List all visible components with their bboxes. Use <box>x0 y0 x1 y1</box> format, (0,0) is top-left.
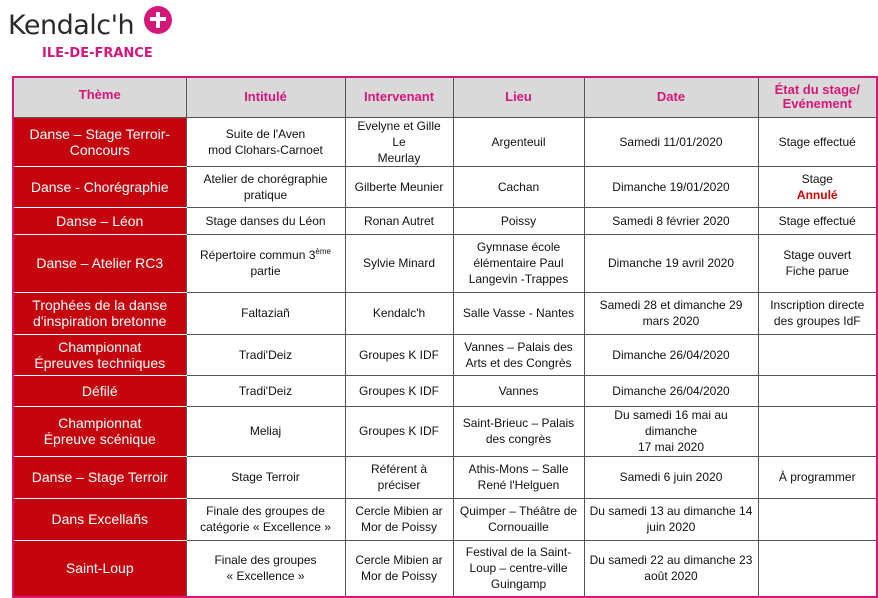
cell-line: Épreuve scénique <box>43 431 156 447</box>
cell-line: René l'Helguen <box>477 478 560 492</box>
cell-line: Salle Vasse - Nantes <box>462 306 575 320</box>
cell-lieu <box>453 292 584 334</box>
cell-etat <box>758 540 877 597</box>
cell-line: Saint-Loup <box>65 560 134 577</box>
cell-line: Concours <box>69 141 130 158</box>
cell-line: Danse – Atelier RC3 <box>36 255 164 271</box>
cell-line: juin 2020 <box>646 520 696 534</box>
cell-line: Faltaziañ <box>241 306 290 320</box>
cell-intitule <box>186 406 345 456</box>
cell-line: Danse – Stage Terroir <box>31 469 168 485</box>
cell-line: Inscription directe <box>770 298 865 312</box>
events-table <box>12 76 878 598</box>
header-intitule: Intitulé <box>186 77 345 117</box>
cell-date <box>584 207 758 234</box>
cell-line: Samedi 11/01/2020 <box>619 134 723 149</box>
cell-intitule <box>186 540 345 597</box>
cell-line: d'inspiration bretonne <box>33 313 167 329</box>
header-date: Date <box>584 77 758 117</box>
cell-lieu <box>453 406 584 456</box>
cell-etat <box>758 498 877 540</box>
cell-theme <box>13 406 186 456</box>
cell-intervenant <box>345 292 453 334</box>
cell-line: Cachan <box>497 179 540 194</box>
cell-line: mod Clohars-Carnoet <box>208 142 323 157</box>
cell-line: Quimper – Théâtre de <box>459 504 578 518</box>
cell-line: catégorie « Excellence » <box>200 520 331 534</box>
cell-date <box>584 456 758 498</box>
cell-lieu <box>453 207 584 234</box>
cell-line: Dimanche 19/01/2020 <box>612 179 730 194</box>
cell-line: Suite de l'Aven <box>225 126 306 141</box>
cell-line: Sylvie Minard <box>362 256 436 270</box>
cell-theme <box>13 540 186 597</box>
cell-intitule <box>186 456 345 498</box>
logo <box>8 4 178 64</box>
cell-date <box>584 292 758 334</box>
cell-line: août 2020 <box>644 569 698 584</box>
cell-line: Mor de Poissy <box>360 520 438 534</box>
cell-line: Vannes <box>498 383 539 398</box>
cell-date <box>584 234 758 292</box>
cell-line: Référent à <box>370 462 428 476</box>
cell-line: Championnat <box>58 415 142 431</box>
table-row <box>13 207 877 234</box>
cell-line: Groupes K IDF <box>358 383 440 398</box>
cell-lieu <box>453 456 584 498</box>
cell-line: Cercle Mibien ar <box>355 504 443 518</box>
cell-line: Tradi'Deiz <box>238 347 293 362</box>
cell-line: Tradi'Deiz <box>238 383 293 398</box>
cell-line: partie <box>250 264 281 278</box>
cell-line: des congrès <box>485 432 552 446</box>
cell-line: Stage effectué <box>778 213 856 228</box>
cell-line: Saint-Brieuc – Palais <box>462 416 575 430</box>
cell-line: Défilé <box>81 382 118 399</box>
header-etat-line1: État du stage/ <box>774 82 860 98</box>
cell-theme <box>13 207 186 234</box>
table-row <box>13 166 877 207</box>
cell-theme <box>13 498 186 540</box>
cell-date <box>584 166 758 207</box>
cell-etat <box>758 375 877 406</box>
header-theme: Thème <box>13 77 186 117</box>
cell-line: Festival de la Saint- <box>465 545 572 560</box>
cell-date <box>584 334 758 375</box>
cell-etat <box>758 234 877 292</box>
table-row <box>13 117 877 166</box>
table-row <box>13 234 877 292</box>
cell-date <box>584 375 758 406</box>
cell-theme <box>13 334 186 375</box>
cell-theme <box>13 292 186 334</box>
cell-line: Langevin -Trappes <box>468 272 569 286</box>
cell-line: Athis-Mons – Salle <box>468 462 569 476</box>
cell-line: Du samedi 16 mai au dimanche <box>614 408 728 438</box>
cell-line: Samedi 6 juin 2020 <box>619 470 723 484</box>
table-row <box>13 406 877 456</box>
cell-line: Meurlay <box>377 150 421 165</box>
cell-intervenant <box>345 334 453 375</box>
header-etat-line2: Evénement <box>782 96 852 112</box>
cell-line: Dans Excellañs <box>51 511 148 527</box>
cell-intitule <box>186 234 345 292</box>
cell-theme <box>13 456 186 498</box>
logo-wordmark: Kendalc'h <box>8 10 135 41</box>
cell-intitule <box>186 498 345 540</box>
cell-line: Stage Terroir <box>231 470 300 484</box>
cell-line: Dimanche 19 avril 2020 <box>607 256 735 270</box>
cell-line: À programmer <box>778 470 856 484</box>
table-row <box>13 375 877 406</box>
cell-intervenant <box>345 234 453 292</box>
cell-line: préciser <box>377 478 421 492</box>
cell-line: Samedi 28 et dimanche 29 <box>599 298 743 312</box>
cell-etat <box>758 456 877 498</box>
cell-theme <box>13 375 186 406</box>
cell-line: Arts et des Congrès <box>465 355 572 370</box>
cell-date <box>584 117 758 166</box>
cell-lieu <box>453 234 584 292</box>
cell-date <box>584 540 758 597</box>
cell-line: Mor de Poissy <box>360 569 438 584</box>
cell-line: Samedi 8 février 2020 <box>612 213 730 228</box>
cell-intitule <box>186 166 345 207</box>
cell-etat <box>758 166 877 207</box>
cell-line: Dimanche 26/04/2020 <box>612 383 730 398</box>
cell-intitule <box>186 207 345 234</box>
cell-line: Kendalc'h <box>372 306 426 320</box>
header-lieu: Lieu <box>453 77 584 117</box>
cell-line: Fiche parue <box>785 264 849 278</box>
cell-line: Gymnase école <box>476 240 561 254</box>
cell-line: Du samedi 13 au dimanche 14 <box>589 504 753 518</box>
table-header-row <box>13 77 877 117</box>
cell-intervenant <box>345 456 453 498</box>
cell-line: Argenteuil <box>491 134 546 149</box>
cell-intervenant <box>345 498 453 540</box>
cell-intervenant <box>345 207 453 234</box>
cell-line: pratique <box>243 187 288 202</box>
cell-intitule <box>186 117 345 166</box>
table-row <box>13 334 877 375</box>
cell-line: Evelyne et Gille Le <box>357 118 441 149</box>
cell-etat <box>758 334 877 375</box>
cell-line: Danse - Chorégraphie <box>30 178 169 195</box>
cell-line: Gilberte Meunier <box>354 179 444 194</box>
cell-lieu <box>453 166 584 207</box>
cell-line: Guingamp <box>490 577 547 592</box>
cell-line: Groupes K IDF <box>358 424 440 438</box>
cell-lieu <box>453 117 584 166</box>
cell-line: Finale des groupes <box>214 553 317 568</box>
cell-intitule <box>186 334 345 375</box>
cell-theme <box>13 166 186 207</box>
cell-line: Annulé <box>796 187 838 202</box>
header-intervenant: Intervenant <box>345 77 453 117</box>
cell-line: Finale des groupes de <box>206 504 325 518</box>
cell-line: Cercle Mibien ar <box>355 553 443 568</box>
table-row <box>13 456 877 498</box>
cell-theme <box>13 234 186 292</box>
cell-line: Répertoire commun 3 <box>200 248 316 262</box>
logo-region: ILE-DE-FRANCE <box>42 46 153 61</box>
cell-line: Stage effectué <box>778 134 856 149</box>
cell-line: mars 2020 <box>642 314 700 328</box>
cell-line: Cornouaille <box>488 520 549 534</box>
cell-date <box>584 406 758 456</box>
cell-line: des groupes IdF <box>773 314 861 328</box>
cell-intervenant <box>345 166 453 207</box>
cell-line: Stage ouvert <box>783 248 852 262</box>
cell-line: Groupes K IDF <box>358 347 440 362</box>
cell-lieu <box>453 498 584 540</box>
cell-etat <box>758 117 877 166</box>
cell-date <box>584 498 758 540</box>
cell-theme <box>13 117 186 166</box>
cell-line: Loup – centre-ville <box>469 561 568 576</box>
cell-line: Danse – Léon <box>56 212 144 229</box>
cell-etat <box>758 207 877 234</box>
cell-line: Trophées de la danse <box>32 297 168 313</box>
cell-line: Danse – Stage Terroir- <box>29 125 171 142</box>
cell-line: Dimanche 26/04/2020 <box>612 347 730 362</box>
cell-intitule <box>186 375 345 406</box>
cell-line: Épreuves techniques <box>34 354 166 371</box>
cell-line: Stage danses du Léon <box>205 213 326 228</box>
cell-etat <box>758 406 877 456</box>
cell-line: élémentaire Paul <box>473 256 564 270</box>
cell-line: 17 mai 2020 <box>637 440 705 454</box>
cell-intervenant <box>345 117 453 166</box>
cell-line: Ronan Autret <box>363 213 435 228</box>
cell-etat <box>758 292 877 334</box>
cell-line: Stage <box>801 171 833 186</box>
table-row <box>13 540 877 597</box>
logo-cross-icon <box>144 6 172 34</box>
cell-line: Meliaj <box>249 424 282 438</box>
table-row <box>13 498 877 540</box>
cell-line: Atelier de chorégraphie <box>203 171 328 186</box>
cell-intitule <box>186 292 345 334</box>
cell-intervenant <box>345 540 453 597</box>
cell-lieu <box>453 540 584 597</box>
cell-line: Vannes – Palais des <box>464 339 573 354</box>
header-etat <box>758 77 877 117</box>
cell-intervenant <box>345 375 453 406</box>
cell-superscript: ème <box>315 247 331 256</box>
cell-line: Poissy <box>500 213 537 228</box>
cell-line: « Excellence » <box>226 569 305 584</box>
cell-line: Championnat <box>58 338 142 355</box>
cell-lieu <box>453 375 584 406</box>
table-row <box>13 292 877 334</box>
cell-line: Du samedi 22 au dimanche 23 <box>589 553 753 568</box>
cell-intervenant <box>345 406 453 456</box>
cell-lieu <box>453 334 584 375</box>
